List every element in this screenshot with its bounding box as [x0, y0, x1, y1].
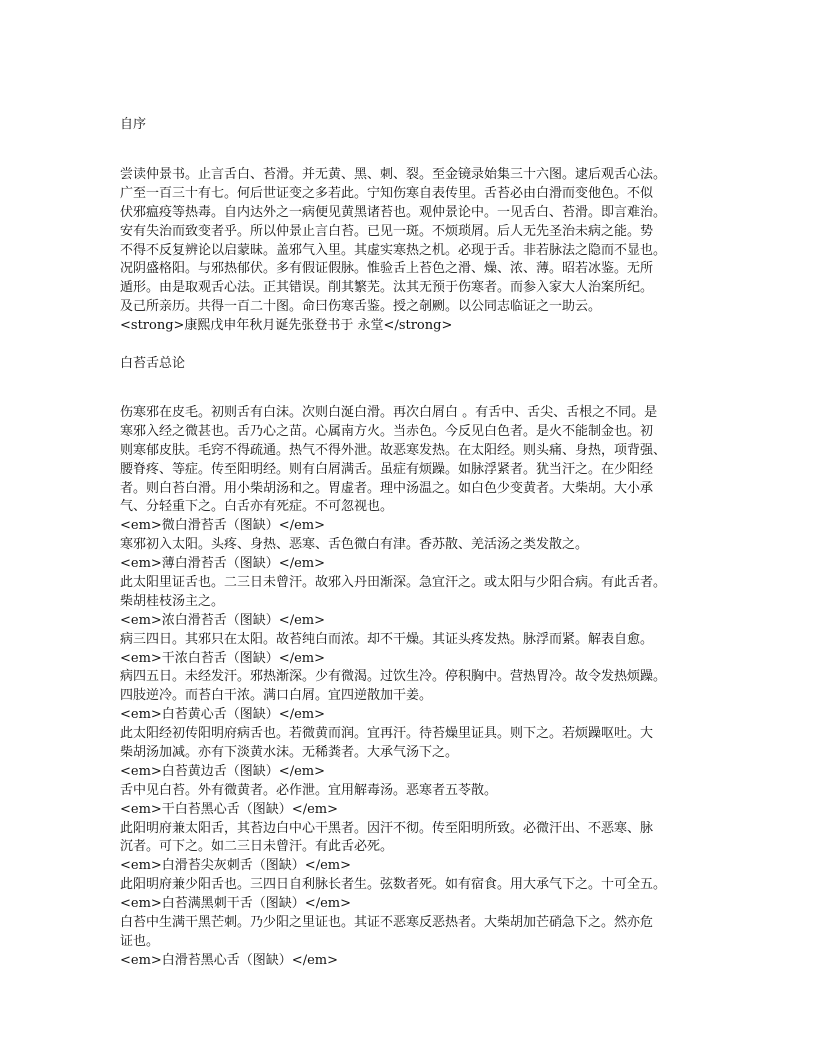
- section-line: 柴胡汤加减。亦有下淡黄水沫。无稀粪者。大承气汤下之。: [120, 745, 459, 761]
- subheading-line: <em>白苔满黑刺干舌（图缺）</em>: [120, 896, 351, 912]
- subheading-line: <em>薄白滑苔舌（图缺）</em>: [120, 556, 325, 572]
- preface-line: 况阴盛格阳。与邪热郁伏。多有假证假脉。惟验舌上苔色之滑、燥、浓、薄。昭若冰鉴。无所: [120, 261, 654, 277]
- subheading-line: <em>白苔黄心舌（图缺）</em>: [120, 707, 325, 723]
- section-line: 气、分轻重下之。白舌亦有死症。不可忽视也。: [120, 499, 394, 515]
- preface-signature: <strong>康熙戊申年秋月诞先张登书于 永堂</strong>: [120, 318, 453, 334]
- section-line: 此阳明府兼少阳舌也。三四日自利脉长者生。弦数者死。如有宿食。用大承气下之。十可全五。: [120, 877, 667, 893]
- section-line: 此太阳经初传阳明府病舌也。若微黄而润。宜再汗。待苔燥里证具。则下之。若烦躁呕吐。大: [120, 726, 654, 742]
- subheading-line: <em>白滑苔黑心舌（图缺）</em>: [120, 952, 338, 968]
- section-line: 白苔中生满干黑芒刺。乃少阳之里证也。其证不恶寒反恶热者。大柴胡加芒硝急下之。然亦危: [120, 915, 654, 931]
- subheading-line: <em>干浓白苔舌（图缺）</em>: [120, 650, 325, 666]
- preface-line: 伏邪瘟疫等热毒。自内达外之一病便见黄黑诸苔也。观仲景论中。一见舌白、苔滑。即言难治。: [120, 204, 667, 220]
- section-line: 舌中见白苔。外有微黄者。必作泄。宜用解毒汤。恶寒者五苓散。: [120, 782, 498, 798]
- section-line: 寒邪入经之微甚也。舌乃心之苗。心属南方火。当赤色。今反见白色者。是火不能制金也。初: [120, 423, 654, 439]
- section-line: 者。则白苔白滑。用小柴胡汤和之。胃虚者。理中汤温之。如白色少变黄者。大柴胡。大小承: [120, 480, 654, 496]
- section-line: 此太阳里证舌也。二三日未曾汗。故邪入丹田渐深。急宜汗之。或太阳与少阳合病。有此舌者。: [120, 575, 667, 591]
- section-line: 沉者。可下之。如二三日未曾汗。有此舌必死。: [120, 839, 394, 855]
- section-line: 寒邪初入太阳。头疼、身热、恶寒、舌色微白有津。香苏散、羌活汤之类发散之。: [120, 537, 589, 553]
- section-line: 伤寒邪在皮毛。初则舌有白沫。次则白涎白滑。再次白屑白 。有舌中、舌尖、舌根之不同。是: [120, 405, 658, 420]
- preface-body: [120, 166, 720, 336]
- section-line: 四肢逆冷。而苔白干浓。满口白屑。宜四逆散加干姜。: [120, 688, 433, 704]
- subheading-line: <em>干白苔黑心舌（图缺）</em>: [120, 801, 338, 817]
- section-line: 病三四日。其邪只在太阳。故苔纯白而浓。却不干燥。其证头疼发热。脉浮而紧。解表自愈。: [120, 631, 654, 647]
- section-title: 白苔舌总论: [120, 356, 186, 371]
- preface-line: 广至一百三十有七。何后世证变之多若此。宁知伤寒自表传里。舌苔必由白滑而变他色。不似: [120, 185, 654, 201]
- preface-line: 不得不反复辨论以启蒙昧。盖邪气入里。其虚实寒热之机。必现于舌。非若脉法之隐而不显也。: [120, 242, 667, 258]
- section-line: 病四五日。未经发汗。邪热渐深。少有微渴。过饮生冷。停积胸中。营热胃冷。故令发热烦躁。: [120, 669, 667, 685]
- subheading-line: <em>微白滑苔舌（图缺）</em>: [120, 518, 325, 534]
- subheading-line: <em>浓白滑苔舌（图缺）</em>: [120, 612, 325, 628]
- section-body: [120, 404, 720, 971]
- section-line: 则寒郁皮肤。毛窍不得疏通。热气不得外泄。故恶寒发热。在太阳经。则头痛、身热，项背强、: [120, 442, 667, 458]
- preface-line: 遁形。由是取观舌心法。正其错误。削其繁芜。汰其无预于伤寒者。而参入家大人治案所纪。: [120, 280, 654, 296]
- subheading-line: <em>白滑苔尖灰刺舌（图缺）</em>: [120, 858, 351, 874]
- section-line: 此阳明府兼太阳舌，其苔边白中心干黑者。因汗不彻。传至阳明所致。必微汗出、不恶寒、脉: [120, 820, 654, 836]
- subheading-line: <em>白苔黄边舌（图缺）</em>: [120, 763, 325, 779]
- preface-line: 及己所亲历。共得一百二十图。命曰伤寒舌鉴。授之剞劂。以公同志临证之一助云。: [120, 299, 602, 315]
- section-line: 柴胡桂枝汤主之。: [120, 593, 225, 609]
- preface-title: 自序: [120, 117, 147, 132]
- section-line: 腰脊疼、等症。传至阳明经。则有白屑满舌。虽症有烦躁。如脉浮紧者。犹当汗之。在少阳经: [120, 461, 654, 477]
- preface-line: 尝读仲景书。止言舌白、苔滑。并无黄、黑、刺、裂。至金镜录始集三十六图。逮后观舌心法。: [120, 167, 667, 182]
- section-line: 证也。: [120, 933, 160, 949]
- preface-line: 安有失治而致变者乎。所以仲景止言白苔。已见一斑。不烦琐屑。后人无先圣治未病之能。势: [120, 223, 654, 239]
